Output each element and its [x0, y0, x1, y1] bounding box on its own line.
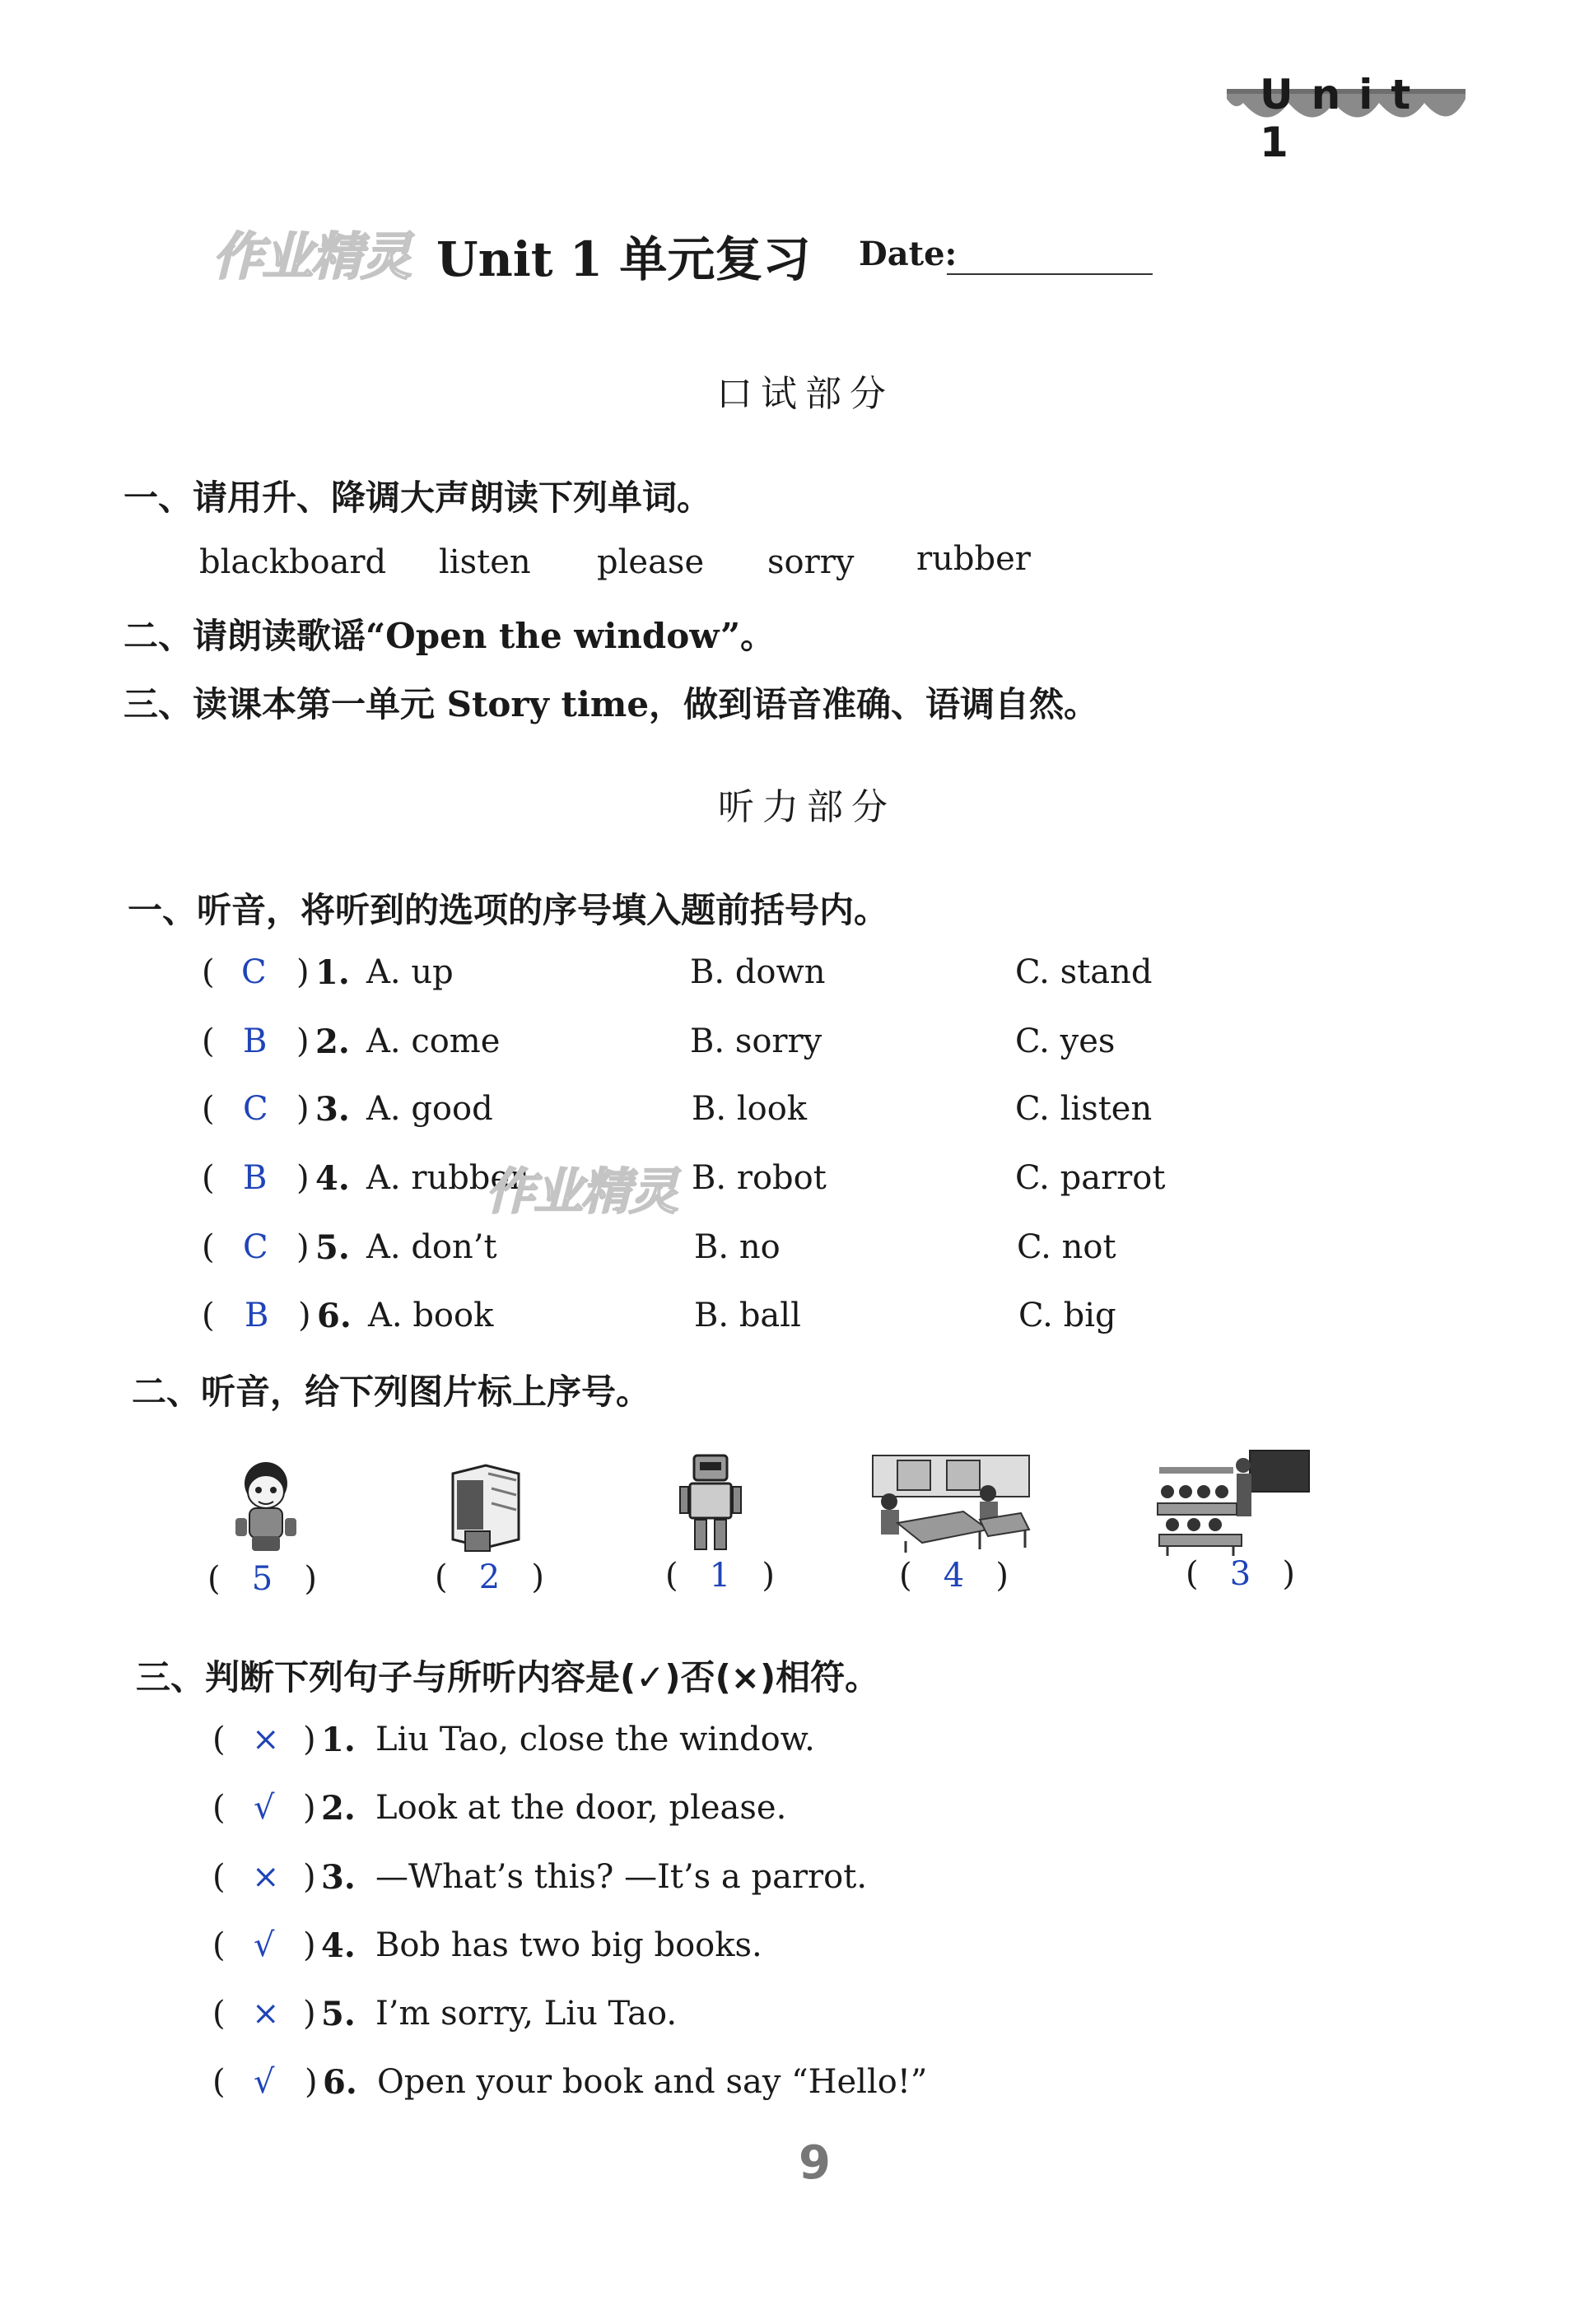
judge-blank[interactable]: √ [254, 2063, 275, 2101]
oral-item-2-song: “Open the window” [366, 616, 741, 656]
oral-item-1-heading: 一、请用升、降调大声朗读下列单词。 [123, 477, 712, 518]
part3-question-5 [212, 1995, 1036, 2044]
option-a: A. good [366, 1090, 493, 1128]
watermark-overlay: 作业精灵 [486, 1163, 677, 1221]
picture-label-1: ( 5 ) [207, 1560, 317, 1598]
question-number: 5. [315, 1228, 350, 1267]
option-c: C. not [1017, 1228, 1116, 1266]
part1-heading: 一、听音，将听到的选项的序号填入题前括号内。 [128, 890, 889, 930]
answer-blank[interactable]: C [243, 1228, 268, 1266]
question-number: 3. [315, 1090, 350, 1129]
picture-label-2: ( 2 ) [435, 1558, 544, 1596]
option-b: B. down [690, 953, 826, 991]
paren-open: ( [212, 1721, 226, 1758]
classroom-blackboard-icon [1151, 1442, 1316, 1558]
unit-banner-text: Unit 1 [1260, 71, 1429, 166]
option-b: B. ball [694, 1297, 801, 1334]
option-b: B. look [692, 1090, 808, 1128]
oral-item-3-post: ，做到语音准确、语调自然。 [649, 684, 1099, 724]
robot-icon [673, 1451, 748, 1558]
paren-open: ( [202, 1159, 215, 1197]
paren-close: ) [303, 1721, 316, 1758]
option-b: B. sorry [690, 1022, 822, 1060]
paren-close: ) [296, 1090, 310, 1128]
question-number: 4. [315, 1159, 350, 1198]
paren-close: ) [303, 1789, 316, 1827]
word-listen: listen [439, 543, 531, 581]
answer-blank[interactable]: B [245, 1297, 269, 1334]
page-number: 9 [799, 2136, 831, 2190]
answer-blank[interactable]: B [243, 1022, 268, 1060]
listening-section-title: 听力部分 [718, 786, 896, 828]
option-b: B. no [694, 1228, 781, 1266]
question-number: 5. [321, 1995, 356, 2033]
paren-open: ( [202, 1228, 215, 1266]
option-a: A. come [366, 1022, 501, 1060]
judge-blank[interactable]: × [252, 1721, 280, 1758]
option-c: C. big [1018, 1297, 1116, 1334]
question-text: Bob has two big books. [375, 1926, 762, 1964]
oral-section-title: 口试部分 [716, 373, 894, 415]
word-please: please [597, 543, 705, 581]
picture-label-5: ( 3 ) [1186, 1555, 1295, 1593]
judge-blank[interactable]: × [252, 1858, 280, 1896]
picture-label-4: ( 4 ) [899, 1557, 1009, 1595]
judge-blank[interactable]: √ [254, 1789, 275, 1827]
sitting-boy-icon [221, 1457, 311, 1556]
part3-question-1 [212, 1721, 1036, 1770]
question-number: 1. [315, 953, 350, 992]
paren-close: ) [296, 1022, 310, 1060]
part1-question-5 [202, 1228, 1190, 1278]
answer-blank[interactable]: C [241, 953, 267, 991]
oral-item-2-post: 。 [740, 616, 776, 656]
page-title: Unit 1 单元复习 [436, 231, 811, 287]
part3-question-4 [212, 1926, 1036, 1976]
unit-banner [1227, 66, 1466, 166]
part3-question-2 [212, 1789, 1036, 1838]
paren-close: ) [298, 1297, 311, 1334]
part1-question-3 [202, 1090, 1190, 1139]
option-a: A. up [366, 953, 454, 991]
part3-question-6 [212, 2063, 1036, 2112]
word-rubber: rubber [916, 540, 1031, 578]
question-text: —What’s this? —It’s a parrot. [375, 1858, 868, 1896]
date-label: Date: [859, 235, 958, 273]
option-a: A. rubber [366, 1159, 526, 1197]
word-sorry: sorry [767, 543, 855, 581]
option-c: C. parrot [1015, 1159, 1166, 1197]
paren-open: ( [202, 1297, 215, 1334]
paren-close: ) [296, 953, 310, 991]
oral-item-2-heading [123, 609, 775, 659]
option-b: B. robot [692, 1159, 827, 1197]
part3-question-3 [212, 1858, 1036, 1907]
paren-open: ( [212, 2063, 226, 2101]
option-c: C. listen [1015, 1090, 1153, 1128]
answer-blank[interactable]: C [243, 1090, 268, 1128]
question-number: 4. [321, 1926, 356, 1965]
paren-open: ( [212, 1995, 226, 2033]
oral-item-2-pre: 二、请朗读歌谣 [123, 616, 366, 656]
part3-heading: 三、判断下列句子与所听内容是(✓)否(×)相符。 [136, 1657, 880, 1698]
judge-blank[interactable]: × [252, 1995, 280, 2033]
part1-question-6 [202, 1297, 1190, 1346]
paren-open: ( [202, 1090, 215, 1128]
question-number: 2. [321, 1789, 356, 1828]
picture-answer-5[interactable]: 3 [1229, 1555, 1251, 1593]
open-book-icon [440, 1457, 531, 1556]
part1-question-4 [202, 1159, 1190, 1209]
oral-item-3-pre: 三、读课本第一单元 [123, 684, 447, 724]
part1-question-1 [202, 953, 1190, 1003]
question-number: 1. [321, 1721, 356, 1759]
option-a: A. book [368, 1297, 494, 1334]
date-field-line[interactable] [947, 273, 1153, 275]
question-text: Liu Tao, close the window. [375, 1721, 815, 1758]
judge-blank[interactable]: √ [254, 1926, 275, 1964]
option-c: C. yes [1015, 1022, 1116, 1060]
part2-heading: 二、听音，给下列图片标上序号。 [132, 1372, 651, 1412]
option-c: C. stand [1015, 953, 1153, 991]
classroom-desks-icon [864, 1451, 1037, 1558]
part1-question-2 [202, 1022, 1190, 1072]
answer-blank[interactable]: B [243, 1159, 268, 1197]
picture-answer-4[interactable]: 4 [943, 1557, 965, 1595]
picture-answer-1[interactable]: 5 [251, 1560, 273, 1598]
option-a: A. don’t [366, 1228, 497, 1266]
picture-answer-2[interactable]: 2 [478, 1558, 501, 1596]
paren-open: ( [212, 1789, 226, 1827]
question-text: Open your book and say “Hello!” [377, 2063, 928, 2101]
paren-open: ( [212, 1858, 226, 1896]
question-number: 6. [323, 2063, 357, 2102]
paren-open: ( [212, 1926, 226, 1964]
word-blackboard: blackboard [199, 543, 387, 581]
question-text: I’m sorry, Liu Tao. [375, 1995, 678, 2033]
paren-open: ( [202, 1022, 215, 1060]
paren-open: ( [202, 953, 215, 991]
watermark-logo: 作业精灵 [212, 226, 411, 286]
paren-close: ) [296, 1228, 310, 1266]
question-number: 3. [321, 1858, 356, 1897]
oral-item-3-story: Story time [446, 684, 650, 724]
paren-close: ) [303, 1858, 316, 1896]
question-number: 2. [315, 1022, 350, 1061]
paren-close: ) [305, 2063, 318, 2101]
picture-label-3: ( 1 ) [665, 1557, 775, 1595]
paren-close: ) [303, 1995, 316, 2033]
question-number: 6. [317, 1297, 352, 1335]
question-text: Look at the door, please. [375, 1789, 787, 1827]
paren-close: ) [296, 1159, 310, 1197]
picture-answer-3[interactable]: 1 [709, 1557, 731, 1595]
paren-close: ) [303, 1926, 316, 1964]
oral-item-3-heading [123, 678, 1098, 727]
